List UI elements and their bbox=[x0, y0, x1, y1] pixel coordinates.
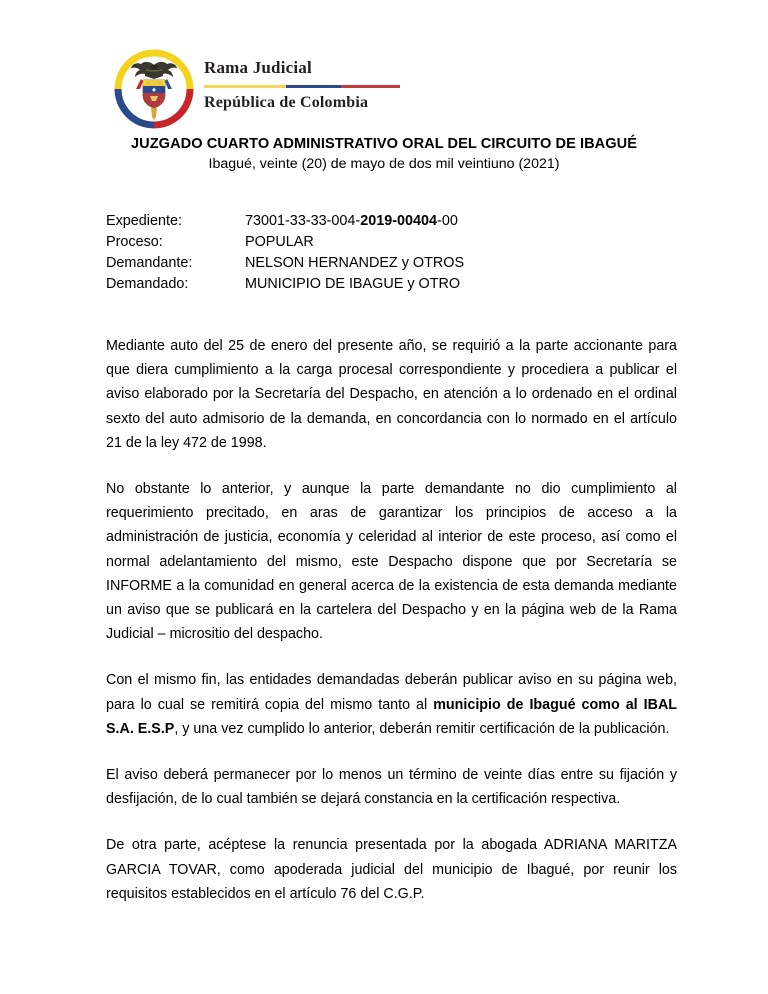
metadata-row bbox=[106, 255, 686, 276]
metadata-value bbox=[245, 255, 686, 271]
metadata-label: Demandante: bbox=[106, 255, 193, 271]
tricolor-divider bbox=[204, 85, 400, 88]
lettermark-text-block bbox=[204, 45, 400, 111]
metadata-value-emphasis: 2019-00404 bbox=[360, 213, 438, 229]
metadata-value bbox=[245, 213, 686, 229]
paragraph-text: El aviso deberá permanecer por lo menos un término de veinte días entre su fijación y desfijación, de lo cual también se dejará constancia en la certificación respectiva. bbox=[106, 767, 677, 808]
divider-segment-blue bbox=[286, 85, 341, 88]
metadata-value-prefix: NELSON HERNANDEZ y OTROS bbox=[245, 255, 465, 271]
metadata-row bbox=[106, 213, 686, 234]
metadata-value-suffix: -00 bbox=[437, 213, 458, 229]
parrafo-2 bbox=[106, 477, 677, 646]
metadata-row bbox=[106, 276, 686, 297]
document-title: JUZGADO CUARTO ADMINISTRATIVO ORAL DEL CIRCUITO DE IBAGUÉ bbox=[130, 136, 638, 152]
paragraph-text: Con el mismo fin, las entidades demandadas deberán publicar aviso en su página web, para lo cual se remitirá copia del mismo tanto al bbox=[106, 672, 677, 713]
metadata-value bbox=[245, 276, 686, 292]
metadata-label: Proceso: bbox=[106, 234, 163, 250]
metadata-row bbox=[106, 234, 686, 255]
paragraph-text: Mediante auto del 25 de enero del presente año, se requirió a la parte accionante para que diera cumplimiento a la carga procesal correspondiente y procediera a publicar el aviso elaborado por la Secretaría del Despacho, en atención a lo ordenado en el ordinal sexto del auto admisorio de la demanda, en concordancia con lo normado en el artículo 21 de la ley 472 de 1998. bbox=[106, 338, 677, 451]
parrafo-5 bbox=[106, 833, 677, 906]
document-subtitle-place-date: Ibagué, veinte (20) de mayo de dos mil veintiuno (2021) bbox=[208, 156, 560, 172]
parrafo-3 bbox=[106, 668, 677, 741]
metadata-label: Demandado: bbox=[106, 276, 189, 292]
divider-segment-yellow bbox=[204, 85, 286, 88]
org-name-republica-de-colombia: República de Colombia bbox=[204, 93, 369, 111]
paragraph-text-tail: , y una vez cumplido lo anterior, deberán remitir certificación de la publicación. bbox=[174, 720, 670, 737]
rama-judicial-emblem-icon bbox=[110, 45, 198, 133]
case-metadata-block bbox=[106, 213, 686, 297]
paragraph-emphasis: municipio de Ibagué como al IBAL S.A. E.S.P bbox=[106, 696, 677, 737]
parrafo-4 bbox=[106, 763, 677, 811]
metadata-value-prefix: MUNICIPIO DE IBAGUE y OTRO bbox=[245, 276, 461, 292]
metadata-value-prefix: POPULAR bbox=[245, 234, 314, 250]
metadata-label: Expediente: bbox=[106, 213, 183, 229]
document-body bbox=[106, 334, 677, 906]
paragraph-text: No obstante lo anterior, y aunque la parte demandante no dio cumplimiento al requerimiento precitado, en aras de garantizar los principios de acceso a la administración de justicia, economía y celeridad al interior de este proceso, así como el normal adelantamiento del mismo, este Despacho dispone que por Secretaría se INFORME a la comunidad en general acerca de la existencia de esta demanda mediante un aviso que se publicará en la cartelera del Despacho y en la página web de la Rama Judicial – micrositio del despacho. bbox=[106, 481, 677, 643]
parrafo-1 bbox=[106, 334, 677, 455]
org-name-rama-judicial: Rama Judicial bbox=[204, 58, 312, 77]
metadata-value bbox=[245, 234, 686, 250]
letterhead bbox=[110, 45, 400, 133]
divider-segment-red bbox=[341, 85, 400, 88]
metadata-value-prefix: 73001-33-33-004- bbox=[245, 213, 361, 229]
paragraph-text: De otra parte, acéptese la renuncia presentada por la abogada ADRIANA MARITZA GARCIA TOVAR, como apoderada judicial del municipio de Ibagué, por reunir los requisitos establecidos en el artículo 76 del C.G.P. bbox=[106, 837, 677, 902]
